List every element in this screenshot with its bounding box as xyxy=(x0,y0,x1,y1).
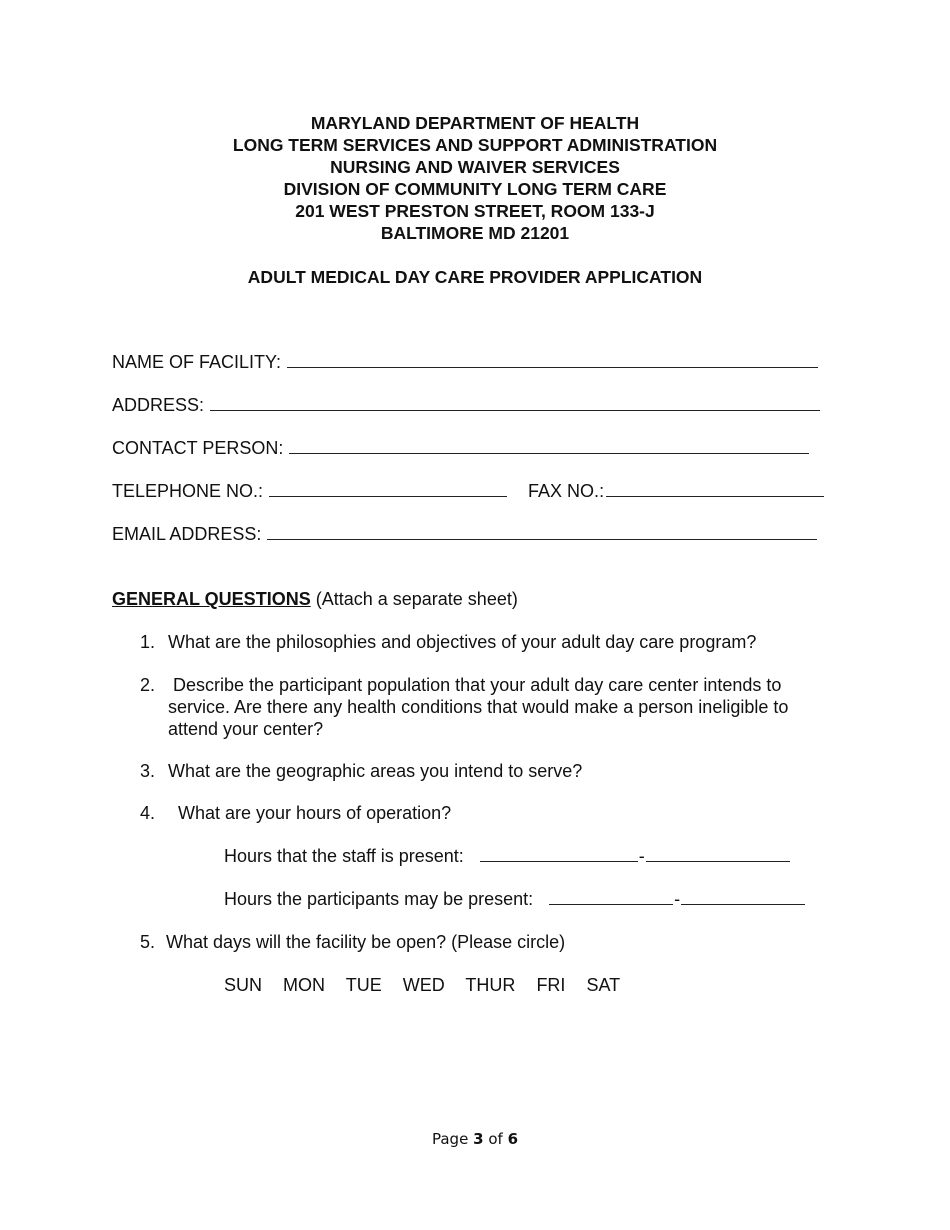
question-number: 5. xyxy=(140,932,156,952)
contact-person-field[interactable] xyxy=(289,437,809,454)
contact-person-row xyxy=(112,437,809,459)
fax-label: FAX NO.: xyxy=(528,481,605,501)
day-thur[interactable]: THUR xyxy=(465,975,516,995)
facility-name-field[interactable] xyxy=(287,351,818,368)
header-line-4: DIVISION OF COMMUNITY LONG TERM CARE xyxy=(283,179,667,199)
hours-participants-end-field[interactable] xyxy=(681,888,805,905)
question-number: 3. xyxy=(140,761,156,781)
question-text: What days will the facility be open? (Please circle) xyxy=(166,932,566,952)
email-label: EMAIL ADDRESS: xyxy=(112,524,262,544)
question-1 xyxy=(140,631,818,653)
day-tue[interactable]: TUE xyxy=(345,975,382,995)
contact-person-label: CONTACT PERSON: xyxy=(112,438,284,458)
hours-participants-row xyxy=(224,888,805,910)
header-line-6: BALTIMORE MD 21201 xyxy=(380,223,570,243)
question-text: What are your hours of operation? xyxy=(178,803,452,823)
hours-separator: - xyxy=(638,846,645,866)
application-title: ADULT MEDICAL DAY CARE PROVIDER APPLICATION xyxy=(247,267,703,287)
page-word: Page xyxy=(431,1130,469,1148)
day-fri[interactable]: FRI xyxy=(536,975,566,995)
email-field[interactable] xyxy=(267,523,817,540)
address-label: ADDRESS: xyxy=(112,395,205,415)
question-text: What are the geographic areas you intend to serve? xyxy=(168,761,583,781)
fax-field[interactable] xyxy=(606,480,824,497)
header-line-1: MARYLAND DEPARTMENT OF HEALTH xyxy=(310,113,640,133)
question-number: 4. xyxy=(140,803,156,823)
header-line-5: 201 WEST PRESTON STREET, ROOM 133-J xyxy=(295,201,655,221)
day-mon[interactable]: MON xyxy=(283,975,326,995)
header-line-3: NURSING AND WAIVER SERVICES xyxy=(330,157,620,177)
question-number: 2. xyxy=(140,675,156,695)
hours-separator: - xyxy=(674,889,681,909)
page-footer xyxy=(0,1129,950,1149)
facility-name-label: NAME OF FACILITY: xyxy=(112,352,282,372)
agency-header xyxy=(0,112,950,244)
hours-staff-label: Hours that the staff is present: xyxy=(224,846,464,866)
question-number: 1. xyxy=(140,632,156,652)
hours-staff-start-field[interactable] xyxy=(480,845,638,862)
address-row xyxy=(112,394,820,416)
facility-name-row xyxy=(112,351,818,373)
general-questions-heading xyxy=(112,588,518,610)
hours-staff-row xyxy=(224,845,790,867)
day-sun[interactable]: SUN xyxy=(224,975,263,995)
day-wed[interactable]: WED xyxy=(402,975,445,995)
general-questions-note: (Attach a separate sheet) xyxy=(315,589,518,609)
question-3 xyxy=(140,760,818,782)
telephone-label: TELEPHONE NO.: xyxy=(112,481,264,501)
email-row xyxy=(112,523,817,545)
hours-participants-label: Hours the participants may be present: xyxy=(224,889,534,909)
telephone-field[interactable] xyxy=(269,480,507,497)
question-4 xyxy=(140,802,828,824)
question-text: Describe the participant population that your adult day care center intends to service. Are there any health conditions that would make a person ineligible to attend your center? xyxy=(168,675,789,739)
hours-participants-start-field[interactable] xyxy=(549,888,673,905)
question-5 xyxy=(140,931,816,953)
current-page: 3 xyxy=(473,1130,484,1148)
hours-staff-end-field[interactable] xyxy=(646,845,790,862)
of-word: of xyxy=(488,1130,503,1148)
day-sat[interactable]: SAT xyxy=(586,975,621,995)
total-pages: 6 xyxy=(507,1130,518,1148)
header-line-2: LONG TERM SERVICES AND SUPPORT ADMINISTRATION xyxy=(232,135,718,155)
general-questions-title: GENERAL QUESTIONS xyxy=(112,589,311,609)
address-field[interactable] xyxy=(210,394,820,411)
telephone-fax-row xyxy=(112,480,824,502)
question-text: What are the philosophies and objectives of your adult day care program? xyxy=(168,632,757,652)
days-of-week xyxy=(224,974,636,996)
question-2 xyxy=(140,674,818,740)
